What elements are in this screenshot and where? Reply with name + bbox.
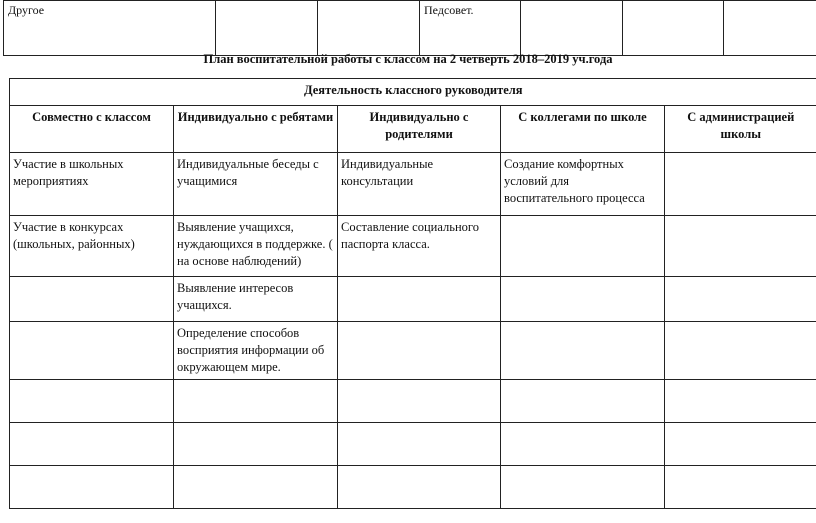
table-cell: [338, 380, 501, 423]
table-cell: [338, 277, 501, 322]
table-cell: [665, 322, 816, 380]
table-cell: [10, 277, 174, 322]
table-cell: [174, 380, 338, 423]
table-cell: [501, 423, 665, 466]
top-cell-empty: [318, 1, 420, 56]
column-header: Совместно с классом: [10, 106, 174, 153]
table-cell: Участие в конкурсах (школьных, районных): [10, 216, 174, 277]
table-cell: [665, 466, 816, 509]
table-cell: [174, 423, 338, 466]
top-cell-empty: [521, 1, 623, 56]
table-cell: [174, 466, 338, 509]
column-header: С администрацией школы: [665, 106, 816, 153]
table-cell: [338, 423, 501, 466]
table-cell: [338, 466, 501, 509]
table-cell: [10, 423, 174, 466]
table-cell: [665, 216, 816, 277]
column-header: Индивидуально с родителями: [338, 106, 501, 153]
table-row: [10, 216, 816, 277]
table-cell: Индивидуальные беседы с учащимися: [174, 153, 338, 216]
table-row: [10, 380, 816, 423]
table-row: [10, 322, 816, 380]
table-cell: [501, 216, 665, 277]
table-row: [10, 466, 816, 509]
top-cell-empty: [724, 1, 816, 56]
top-fragment-row: [4, 1, 816, 56]
table-cell: Составление социального паспорта класса.: [338, 216, 501, 277]
table-cell: [665, 423, 816, 466]
table-cell: [10, 466, 174, 509]
table-cell: Определение способов восприятия информации об окружающем мире.: [174, 322, 338, 380]
table-cell: [501, 380, 665, 423]
table-cell: Выявление интересов учащихся.: [174, 277, 338, 322]
top-cell-empty: [216, 1, 318, 56]
table-row: [10, 423, 816, 466]
top-fragment-table: [3, 0, 816, 56]
table-cell: [10, 380, 174, 423]
top-cell-other: Другое: [4, 1, 216, 56]
table-cell: Выявление учащихся, нуждающихся в поддержке. ( на основе наблюдений): [174, 216, 338, 277]
group-header: Деятельность классного руководителя: [10, 79, 816, 106]
table-cell: [501, 466, 665, 509]
table-cell: Создание комфортных условий для воспитательного процесса: [501, 153, 665, 216]
top-cell-empty: [623, 1, 724, 56]
table-cell: [338, 322, 501, 380]
column-header: С коллегами по школе: [501, 106, 665, 153]
table-cell: [665, 153, 816, 216]
table-row: [10, 153, 816, 216]
table-cell: [501, 322, 665, 380]
table-cell: Участие в школьных мероприятиях: [10, 153, 174, 216]
table-cell: [10, 322, 174, 380]
plan-table: [9, 78, 816, 509]
table-cell: [501, 277, 665, 322]
table-cell: [665, 380, 816, 423]
table-cell: Индивидуальные консультации: [338, 153, 501, 216]
column-header: Индивидуально с ребятами: [174, 106, 338, 153]
group-header-row: [10, 79, 816, 106]
table-row: [10, 277, 816, 322]
plan-title: План воспитательной работы с классом на 2 четверть 2018–2019 уч.года: [203, 52, 613, 66]
top-cell-pedsovet: Педсовет.: [420, 1, 521, 56]
column-header-row: [10, 106, 816, 153]
table-cell: [665, 277, 816, 322]
